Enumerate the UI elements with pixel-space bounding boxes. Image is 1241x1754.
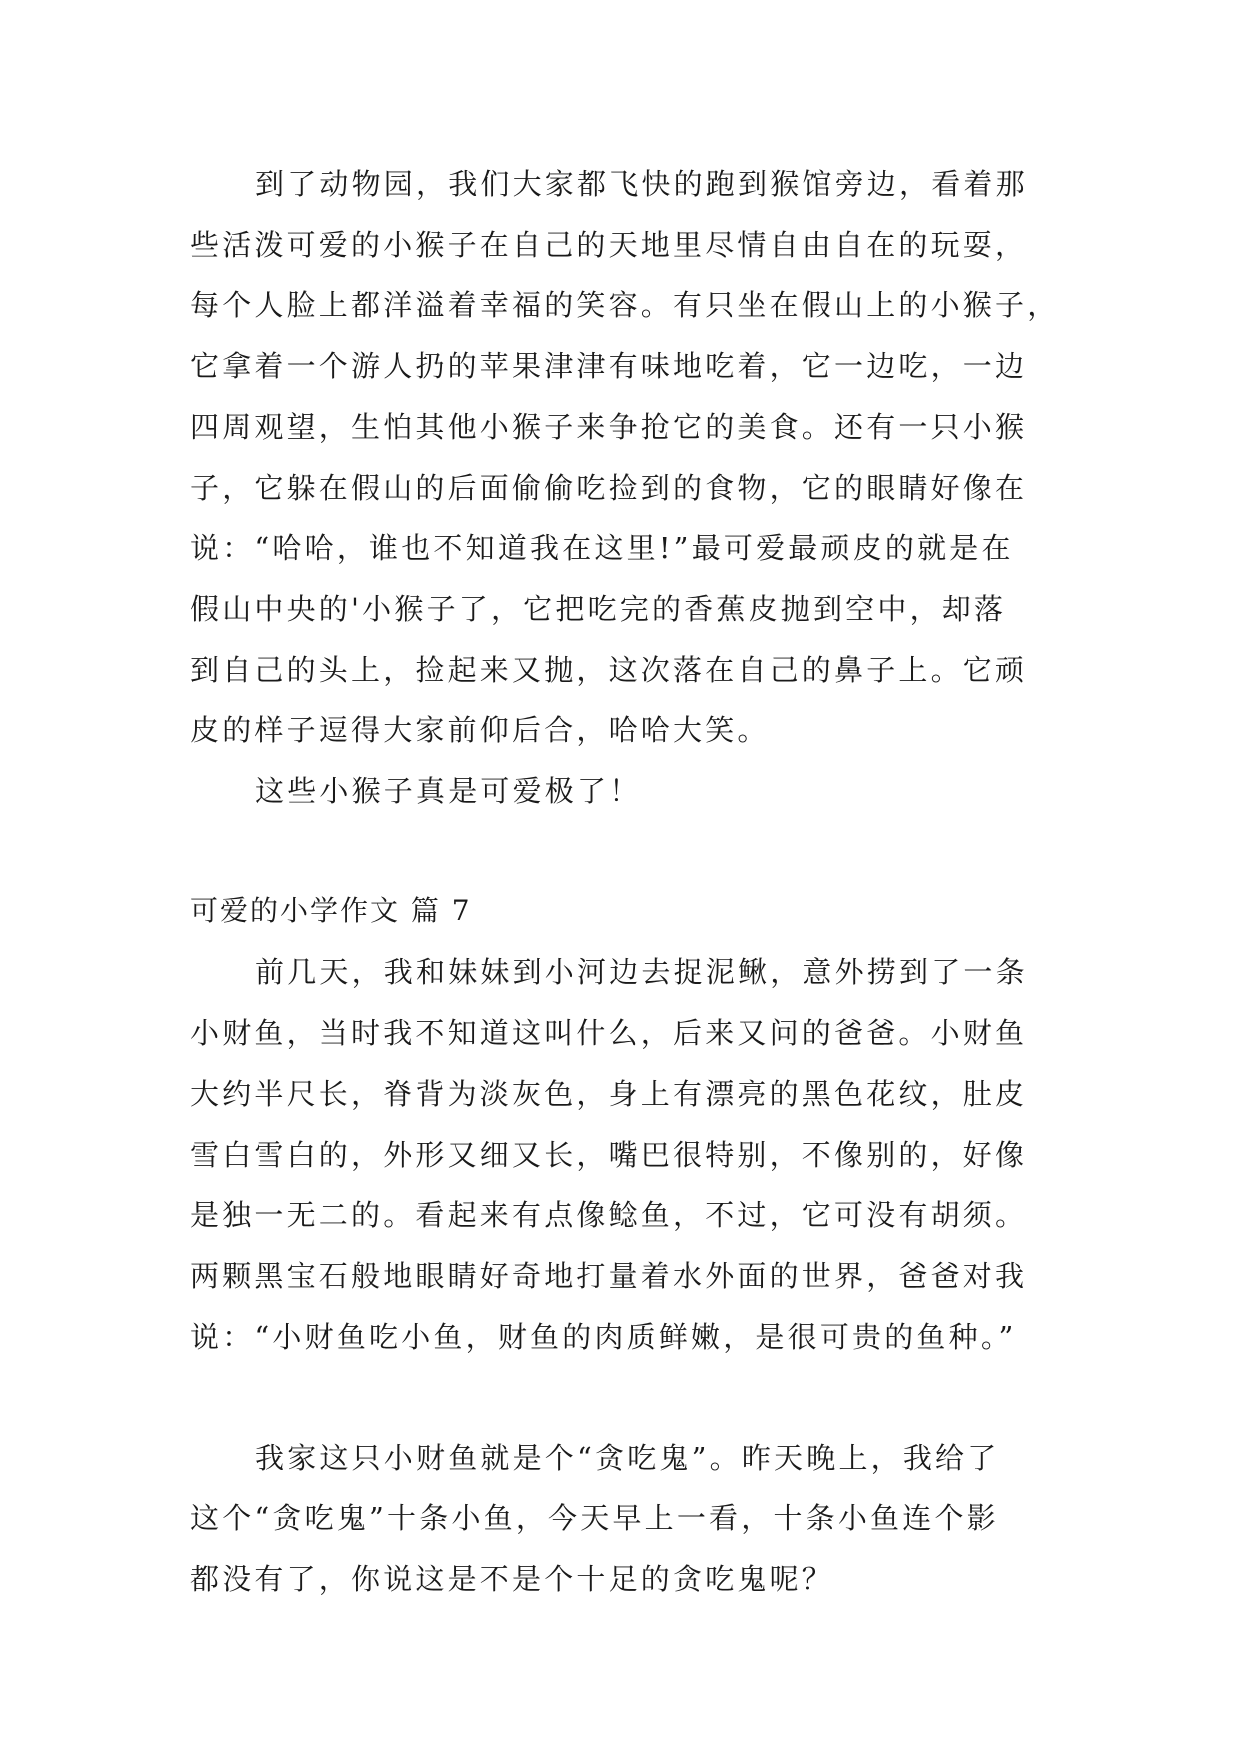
paragraph-line: 雪白雪白的，外形又细又长，嘴巴很特别，不像别的，好像 [190,1138,1028,1172]
paragraph-line: 子，它躲在假山的后面偷偷吃捡到的食物，它的眼睛好像在 [190,471,1028,505]
paragraph-line: 大约半尺长，脊背为淡灰色，身上有漂亮的黑色花纹，肚皮 [190,1077,1028,1111]
paragraph-line: 皮的样子逗得大家前仰后合，哈哈大笑。 [190,713,770,747]
paragraph-line: 四周观望，生怕其他小猴子来争抢它的美食。还有一只小猴 [190,410,1028,444]
paragraph-line: 是独一无二的。看起来有点像鲶鱼，不过，它可没有胡须。 [190,1198,1028,1232]
paragraph-line: 假山中央的'小猴子了，它把吃完的香蕉皮抛到空中，却落 [190,592,1007,626]
paragraph-line: 到了动物园，我们大家都飞快的跑到猴馆旁边，看着那 [255,167,1028,201]
section-heading: 可爱的小学作文 篇 7 [190,894,472,927]
paragraph-line: 到自己的头上，捡起来又抛，这次落在自己的鼻子上。它顽 [190,653,1028,687]
paragraph-line: 两颗黑宝石般地眼睛好奇地打量着水外面的世界，爸爸对我 [190,1259,1028,1293]
paragraph-line: 前几天，我和妹妹到小河边去捉泥鳅，意外捞到了一条 [255,955,1028,989]
paragraph-line: 说：“小财鱼吃小鱼，财鱼的肉质鲜嫩，是很可贵的鱼种。” [190,1320,1017,1354]
paragraph-line: 这些小猴子真是可爱极了！ [255,774,642,808]
paragraph-line: 它拿着一个游人扔的苹果津津有味地吃着，它一边吃，一边 [190,349,1028,383]
paragraph-line: 每个人脸上都洋溢着幸福的笑容。有只坐在假山上的小猴子， [190,288,1060,322]
paragraph-line: 说：“哈哈，谁也不知道我在这里!”最可爱最顽皮的就是在 [190,531,1014,565]
paragraph-line: 小财鱼，当时我不知道这叫什么，后来又问的爸爸。小财鱼 [190,1016,1028,1050]
paragraph-line: 些活泼可爱的小猴子在自己的天地里尽情自由自在的玩耍， [190,228,1028,262]
paragraph-line: 都没有了，你说这是不是个十足的贪吃鬼呢？ [190,1562,835,1596]
paragraph-line: 这个“贪吃鬼”十条小鱼，今天早上一看，十条小鱼连个影 [190,1501,999,1535]
paragraph-line: 我家这只小财鱼就是个“贪吃鬼”。昨天晚上，我给了 [255,1441,1000,1475]
